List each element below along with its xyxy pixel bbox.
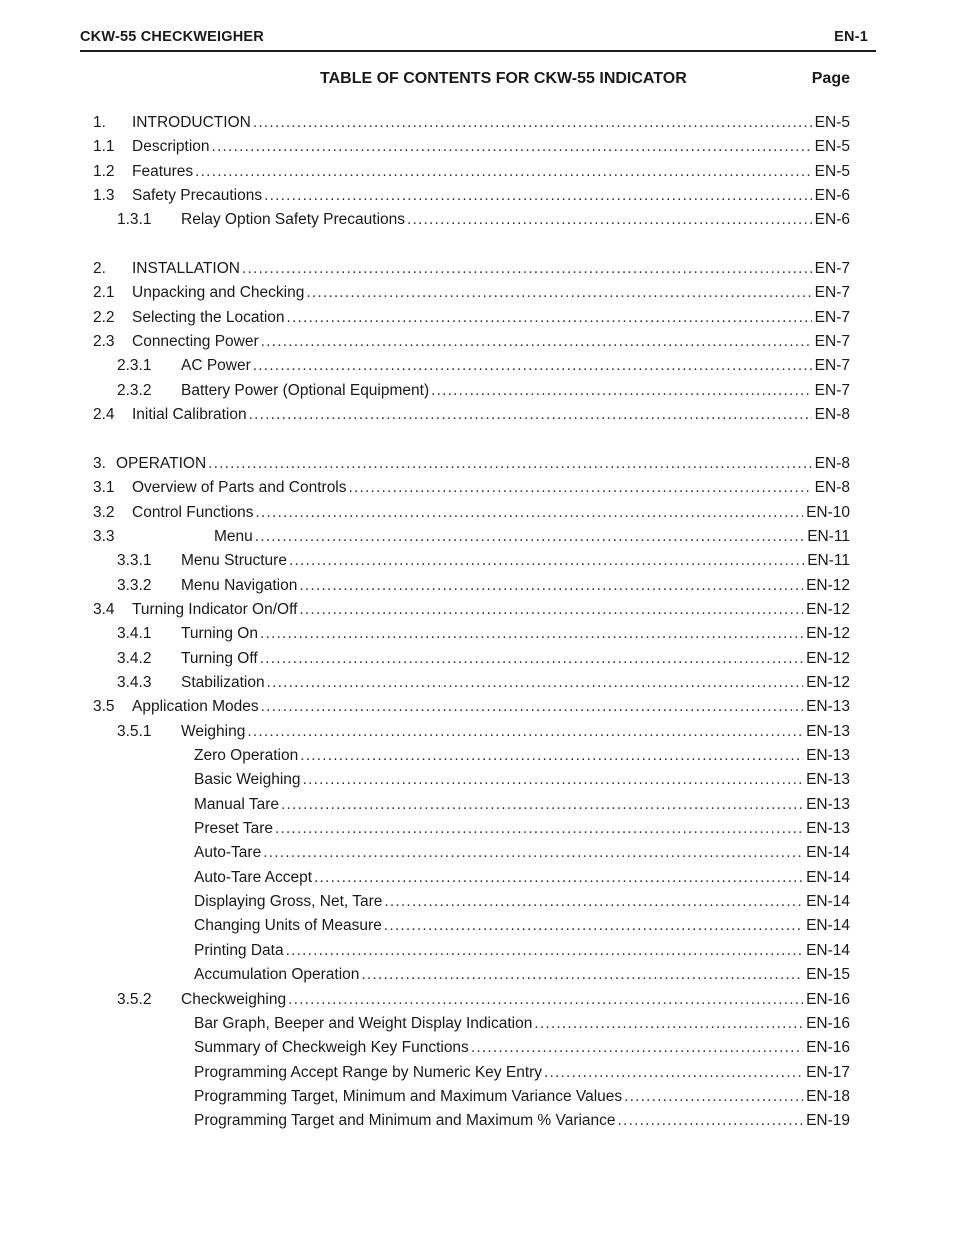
toc-entry: [0, 914, 954, 938]
toc-entry-page: EN-17: [806, 1063, 850, 1081]
toc-entry: [0, 354, 954, 378]
toc-entry-label: Menu Navigation: [181, 576, 298, 594]
toc-entry-page: EN-13: [806, 820, 850, 838]
dot-leader: [544, 1061, 803, 1085]
dot-leader: [349, 476, 812, 500]
toc-entry-page: EN-14: [806, 868, 850, 886]
toc-entry-page: EN-19: [806, 1112, 850, 1130]
toc-entry-label: Menu Structure: [181, 552, 287, 570]
toc-entry: [0, 160, 954, 184]
toc-entry-number: 3.: [93, 454, 106, 472]
dot-leader: [260, 647, 803, 671]
toc-entry-page: EN-12: [806, 625, 850, 643]
dot-leader: [431, 379, 812, 403]
toc-entry-number: 3.3.2: [117, 576, 152, 594]
toc-heading: [0, 70, 954, 92]
toc-entry-label: Manual Tare: [194, 795, 280, 813]
toc-entry: [0, 306, 954, 330]
dot-leader: [208, 452, 812, 476]
toc-entry: [0, 184, 954, 208]
dot-leader: [471, 1036, 803, 1060]
dot-leader: [299, 598, 803, 622]
toc-entry: [0, 525, 954, 549]
toc-entry-page: EN-12: [806, 576, 850, 594]
dot-leader: [275, 817, 803, 841]
toc-entry-page: EN-7: [814, 357, 850, 375]
page-header: [80, 26, 876, 52]
toc-entry-label: Overview of Parts and Controls: [132, 479, 347, 497]
toc-entry-label: Printing Data: [194, 941, 284, 959]
dot-leader: [314, 866, 803, 890]
toc-entry-page: EN-16: [806, 1014, 850, 1032]
dot-leader: [288, 988, 803, 1012]
toc-entry: [0, 281, 954, 305]
toc-entry: [0, 793, 954, 817]
toc-entry: [0, 817, 954, 841]
toc-entry: [0, 403, 954, 427]
toc-entry-label: Zero Operation: [194, 747, 299, 764]
toc-entry-number: 1.3.1: [117, 211, 152, 229]
toc-entry-page: EN-7: [814, 284, 850, 302]
toc-entry-page: EN-11: [807, 552, 850, 570]
toc-entry-number: 3.4.1: [117, 625, 152, 643]
toc-entry-number: 2.3: [93, 333, 115, 351]
toc-entry-label: OPERATION: [116, 454, 207, 472]
toc-entry-page: EN-13: [806, 795, 850, 813]
toc-entry-label: Application Modes: [132, 698, 259, 716]
toc-entry: [0, 671, 954, 695]
toc-entry: [0, 1085, 954, 1109]
dot-leader: [286, 939, 803, 963]
toc-entry-page: EN-12: [806, 673, 850, 691]
toc-entry-number: 3.2: [93, 503, 115, 521]
dot-leader: [287, 306, 812, 330]
toc-title: TABLE OF CONTENTS FOR CKW-55 INDICATOR: [320, 70, 687, 87]
dot-leader: [249, 403, 812, 427]
toc-entry-page: EN-14: [806, 844, 850, 862]
toc-entry-label: Turning Off: [181, 649, 258, 667]
toc-entry: [0, 720, 954, 744]
toc-entry-label: Checkweighing: [181, 990, 287, 1008]
toc-entry-number: 2.4: [93, 406, 115, 424]
toc-entry-label: Summary of Checkweigh Key Functions: [194, 1039, 469, 1057]
toc-entry-page: EN-14: [806, 941, 850, 959]
toc-page-column-label: Page: [811, 70, 850, 87]
toc-entry-page: EN-18: [806, 1087, 850, 1105]
dot-leader: [306, 281, 811, 305]
toc-entry-page: EN-7: [814, 260, 850, 278]
toc-entry: [0, 890, 954, 914]
toc-entry-number: 2.2: [93, 308, 115, 326]
toc-entry-page: EN-13: [806, 747, 850, 764]
toc-entry-page: EN-8: [814, 454, 850, 472]
toc-entry-number: 3.4.2: [117, 649, 152, 667]
toc-entry-number: 3.5.1: [117, 722, 152, 740]
toc-entry-page: EN-7: [814, 381, 850, 399]
toc-entry: [0, 939, 954, 963]
toc-entry-number: 1.2: [93, 162, 115, 180]
toc-entry-label: Control Functions: [132, 503, 254, 521]
toc-entry-page: EN-8: [814, 406, 850, 424]
toc-entry-number: 3.1: [93, 479, 115, 497]
toc-entry-label: Accumulation Operation: [194, 966, 360, 984]
toc-entry-page: EN-16: [806, 1039, 850, 1057]
dot-leader: [247, 720, 803, 744]
toc-entry-label: Programming Target and Minimum and Maximum % Variance: [194, 1112, 616, 1130]
dot-leader: [384, 890, 803, 914]
toc-entry: [0, 208, 954, 232]
page-number: EN-1: [834, 29, 868, 45]
toc-entry: [0, 476, 954, 500]
toc-entry: [0, 501, 954, 525]
dot-leader: [384, 914, 803, 938]
dot-leader: [264, 184, 812, 208]
toc-entry-label: Displaying Gross, Net, Tare: [194, 893, 383, 911]
toc-entry-page: EN-14: [806, 893, 850, 911]
toc-entry-label: Programming Target, Minimum and Maximum Variance Values: [194, 1087, 623, 1105]
toc-entry: [0, 1012, 954, 1036]
toc-entry: [0, 574, 954, 598]
dot-leader: [281, 793, 803, 817]
dot-leader: [534, 1012, 803, 1036]
dot-leader: [299, 574, 803, 598]
toc-entry-page: EN-5: [814, 162, 850, 180]
toc-entry: [0, 452, 954, 476]
toc-entry-label: INTRODUCTION: [132, 114, 251, 131]
toc-entry-label: Stabilization: [181, 673, 265, 691]
dot-leader: [255, 501, 803, 525]
toc-entry-page: EN-13: [806, 722, 850, 740]
toc-entry-label: Weighing: [181, 722, 246, 740]
toc-entry: [0, 744, 954, 768]
toc-entry: [0, 695, 954, 719]
toc-entry-page: EN-10: [806, 503, 850, 521]
toc-entry: [0, 866, 954, 890]
toc-entry-number: 1.1: [93, 138, 115, 156]
toc-entry-label: AC Power: [181, 357, 251, 375]
dot-leader: [618, 1109, 804, 1133]
toc-entry-page: EN-8: [814, 479, 850, 497]
dot-leader: [255, 525, 804, 549]
toc-entry-number: 2.3.1: [117, 357, 152, 375]
toc-entry-label: Auto-Tare: [194, 844, 262, 862]
toc-entry-page: EN-7: [814, 333, 850, 351]
toc-entry-label: Relay Option Safety Precautions: [181, 211, 406, 229]
dot-leader: [624, 1085, 803, 1109]
toc-entry-label: Connecting Power: [132, 333, 259, 351]
dot-leader: [261, 695, 803, 719]
toc-entry: [0, 963, 954, 987]
toc-entry-page: EN-13: [806, 771, 850, 789]
toc-entry: [0, 1109, 954, 1133]
dot-leader: [303, 768, 804, 792]
toc-entry-number: 1.3: [93, 187, 115, 205]
toc-entry-number: 2.: [93, 260, 106, 278]
toc-entry: [0, 257, 954, 281]
toc-entry: [0, 988, 954, 1012]
toc-entry-label: Description: [132, 138, 210, 156]
toc-entry-label: Initial Calibration: [132, 406, 247, 424]
toc-entry-label: Programming Accept Range by Numeric Key Entry: [194, 1063, 543, 1081]
toc-entry-page: EN-15: [806, 966, 850, 984]
toc-entry-page: EN-12: [806, 600, 850, 618]
toc-entry-label: Unpacking and Checking: [132, 284, 305, 302]
dot-leader: [300, 744, 803, 768]
toc-entry: [0, 622, 954, 646]
toc-entry-label: Features: [132, 162, 194, 180]
toc-entry-label: Changing Units of Measure: [194, 917, 382, 935]
toc-entry-label: Turning Indicator On/Off: [132, 600, 298, 618]
toc-entry: [0, 647, 954, 671]
toc-entry-label: Bar Graph, Beeper and Weight Display Indication: [194, 1014, 533, 1032]
toc-entry-label: Battery Power (Optional Equipment): [181, 381, 430, 399]
toc-entry-number: 3.4: [93, 600, 115, 618]
dot-leader: [195, 160, 812, 184]
toc-entry-number: 2.1: [93, 284, 115, 302]
dot-leader: [361, 963, 803, 987]
toc-entry-page: EN-12: [806, 649, 850, 667]
toc-entry-page: EN-6: [814, 211, 850, 229]
toc-entry: [0, 379, 954, 403]
toc-entry-page: EN-14: [806, 917, 850, 935]
toc-entry-label: Basic Weighing: [194, 771, 301, 789]
dot-leader: [261, 330, 812, 354]
dot-leader: [267, 671, 803, 695]
toc-entry-label: Turning On: [181, 625, 258, 643]
toc-entry-page: EN-11: [807, 527, 850, 545]
dot-leader: [407, 208, 812, 232]
toc-entry: [0, 598, 954, 622]
toc-entry-label: Preset Tare: [194, 820, 273, 838]
document-title: CKW-55 CHECKWEIGHER: [80, 29, 264, 45]
toc-entry-number: 3.4.3: [117, 673, 152, 691]
toc-entry-page: EN-13: [806, 698, 850, 716]
dot-leader: [242, 257, 812, 281]
dot-leader: [253, 354, 812, 378]
toc-entry: [0, 111, 954, 135]
dot-leader: [263, 841, 803, 865]
toc-entry: [0, 135, 954, 159]
dot-leader: [260, 622, 803, 646]
toc-entry-page: EN-5: [814, 114, 850, 131]
toc-entry-page: EN-7: [814, 308, 850, 326]
toc-entry: [0, 330, 954, 354]
toc-entry-page: EN-16: [806, 990, 850, 1008]
toc-entry: [0, 768, 954, 792]
toc-entry-label: INSTALLATION: [132, 260, 240, 278]
toc-entry-label: Selecting the Location: [132, 308, 285, 326]
dot-leader: [253, 111, 812, 135]
toc-entry: [0, 549, 954, 573]
toc-entry-number: 3.5: [93, 698, 115, 716]
toc-entry-number: 3.3.1: [117, 552, 152, 570]
toc-entry-number: 3.3: [93, 527, 115, 545]
toc-entry-label: Menu: [214, 527, 253, 545]
dot-leader: [289, 549, 804, 573]
toc-entry-label: Safety Precautions: [132, 187, 263, 205]
toc-entry-label: Auto-Tare Accept: [194, 868, 313, 886]
toc-entry: [0, 841, 954, 865]
toc-entry-number: 2.3.2: [117, 381, 152, 399]
toc-entry-number: 1.: [93, 114, 106, 131]
toc-entry-page: EN-5: [814, 138, 850, 156]
toc-entry-number: 3.5.2: [117, 990, 152, 1008]
toc-entry: [0, 1061, 954, 1085]
toc-entry-page: EN-6: [814, 187, 850, 205]
dot-leader: [212, 135, 812, 159]
toc-entry: [0, 1036, 954, 1060]
